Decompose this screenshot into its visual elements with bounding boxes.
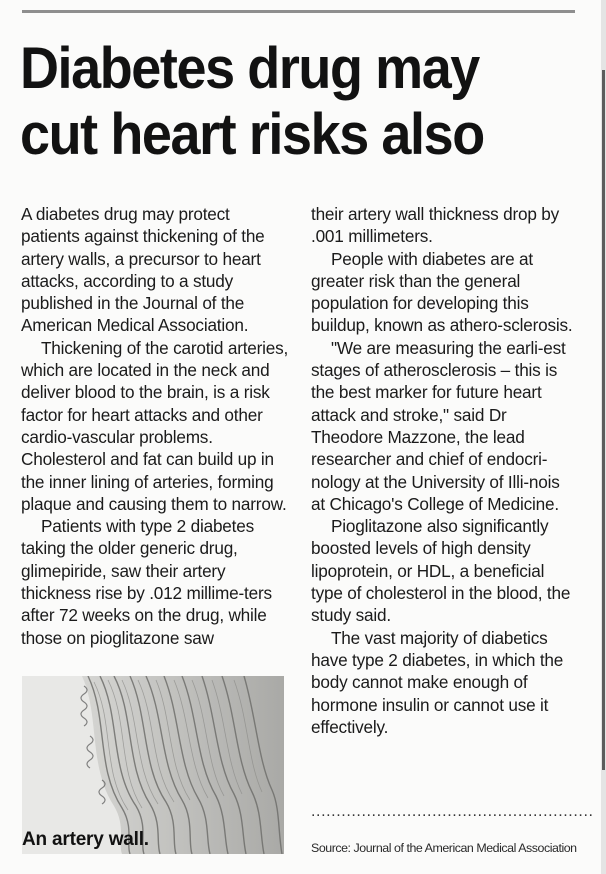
photo-caption: An artery wall. [22, 829, 149, 850]
headline: Diabetes drug may cut heart risks also [20, 36, 484, 167]
right-paragraph-3: "We are measuring the earli-est stages of atherosclerosis – this is the best marker for future heart attack and stroke," said Dr Theodore Mazzone, the lead researcher and chief of endocri-nology at the University of Illi-nois at Chicago's College of Medicine. [311, 337, 566, 514]
left-paragraph-1: A diabetes drug may protect patients against thickening of the artery walls, a precursor to heart attacks, according to a study published in the Journal of the American Medical Association. [21, 204, 265, 336]
artery-wall-photo [22, 676, 284, 854]
right-paragraph-2: People with diabetes are at greater risk than the general population for developing this buildup, known as athero-sclerosis. [311, 248, 573, 336]
right-paragraph-1: their artery wall thickness drop by .001 millimeters. [311, 204, 560, 247]
top-rule [22, 10, 575, 13]
source-credit: Source: Journal of the American Medical Association [311, 841, 577, 855]
right-paragraph-4: Pioglitazone also significantly boosted levels of high density lipoprotein, or HDL, a beneficial type of cholesterol in the blood, the study said. [311, 516, 571, 626]
left-paragraph-2: Thickening of the carotid arteries, which are located in the neck and deliver blood to the brain, is a risk factor for heart attacks and other cardio-vascular problems. Cholesterol and fat can build up in the inner lining of arteries, forming plaque and causing them to narrow. [21, 337, 289, 514]
right-paragraph-5: The vast majority of diabetics have type 2 diabetes, in which the body cannot make enough of hormone insulin or cannot use it effectively. [311, 627, 564, 737]
page-edge-shadow [602, 70, 605, 770]
left-column [21, 203, 291, 649]
artery-wall-image [22, 676, 284, 854]
right-column [311, 203, 577, 738]
left-paragraph-3: Patients with type 2 diabetes taking the older generic drug, glimepiride, saw their artery thickness rise by .012 millime-ters after 72 weeks on the drug, while those on pioglitazone saw [21, 516, 272, 648]
dotted-separator: ........................................................ [311, 803, 594, 820]
